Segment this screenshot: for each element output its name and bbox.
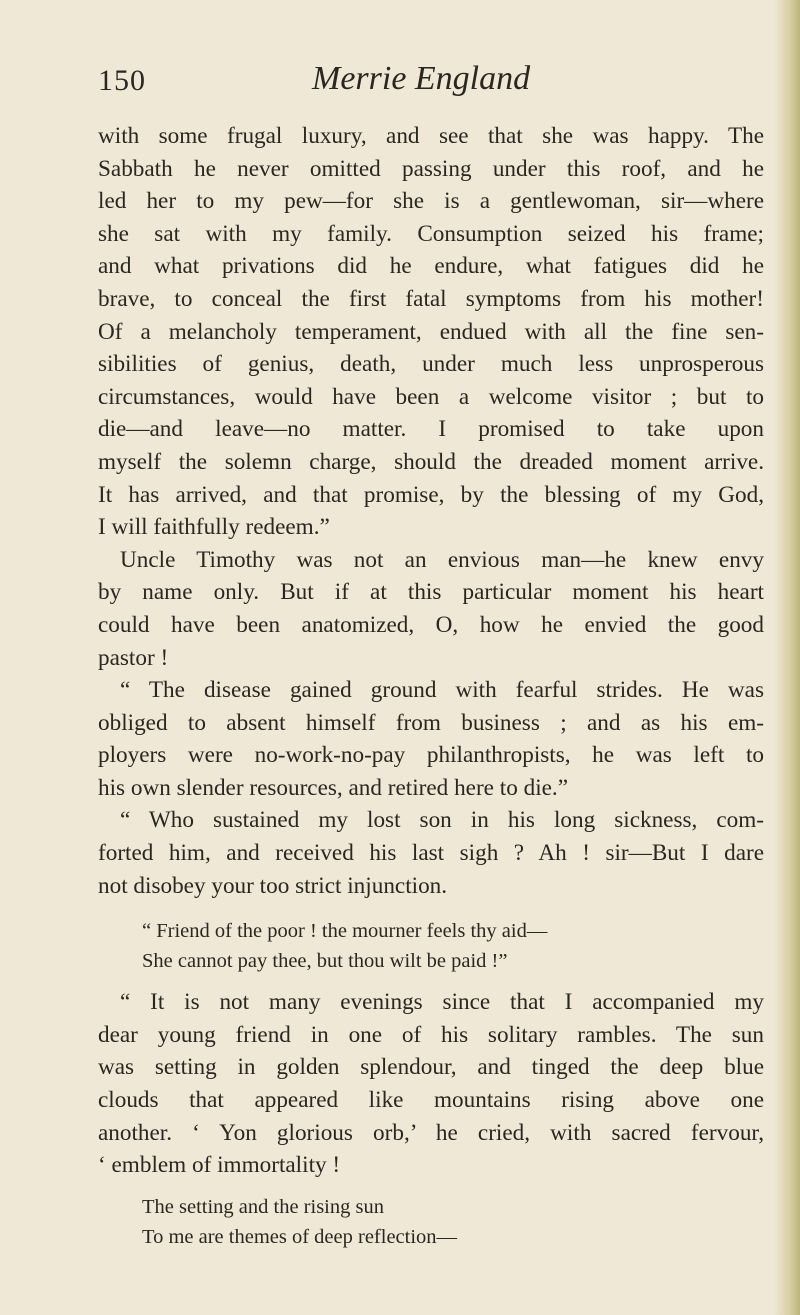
verse-line: The setting and the rising sun	[142, 1195, 384, 1218]
running-title: Merrie England	[312, 60, 531, 97]
text-line: pastor !	[98, 644, 169, 671]
verse-spacer	[98, 976, 764, 986]
text-line: Uncle Timothy was not an envious man—he knew envy	[120, 546, 764, 573]
text-line: ‘ emblem of immortality !	[98, 1152, 341, 1179]
text-line: I will faithfully redeem.”	[98, 514, 330, 541]
text-line: die—and leave—no matter. I promised to take upon	[98, 416, 764, 443]
text-line: circumstances, would have been a welcome visitor ; but to	[98, 383, 764, 410]
verse-spacer	[98, 902, 764, 916]
running-head	[98, 60, 758, 104]
text-line: Sabbath he never omitted passing under this roof, and he	[98, 155, 764, 182]
text-line: dear young friend in one of his solitary rambles. The sun	[98, 1021, 764, 1048]
text-line: obliged to absent himself from business ; and as his em-	[98, 709, 764, 736]
text-line: she sat with my family. Consumption seized his frame;	[98, 220, 764, 247]
text-line: clouds that appeared like mountains rising above one	[98, 1087, 764, 1114]
text-line: could have been anatomized, O, how he envied the good	[98, 611, 764, 638]
verse-line: She cannot pay thee, but thou wilt be paid !”	[142, 950, 508, 973]
page-number: 150	[98, 64, 146, 97]
verse-line: “ Friend of the poor ! the mourner feels thy aid—	[142, 920, 548, 943]
text-line: brave, to conceal the first fatal symptoms from his mother!	[98, 285, 764, 312]
page-edge-shading	[774, 0, 800, 1315]
text-line: was setting in golden splendour, and tinged the deep blue	[98, 1054, 764, 1081]
verse-spacer	[98, 1182, 764, 1192]
text-line: “ Who sustained my lost son in his long sickness, com-	[120, 807, 764, 834]
body-text	[98, 120, 764, 1252]
verse-line: To me are themes of deep reflection—	[142, 1225, 458, 1248]
text-line: another. ‘ Yon glorious orb,’ he cried, with sacred fervour,	[98, 1119, 764, 1146]
text-line: not disobey your too strict injunction.	[98, 872, 448, 899]
text-line: “ The disease gained ground with fearful strides. He was	[120, 677, 764, 704]
text-line: and what privations did he endure, what fatigues did he	[98, 253, 764, 280]
text-line: sibilities of genius, death, under much less unprosperous	[98, 351, 764, 378]
text-line: Of a melancholy temperament, endued with all the fine sen-	[98, 318, 764, 345]
text-line: “ It is not many evenings since that I accompanied my	[120, 989, 764, 1016]
text-line: It has arrived, and that promise, by the blessing of my God,	[98, 481, 764, 508]
text-line: myself the solemn charge, should the dreaded moment arrive.	[98, 448, 764, 475]
text-line: his own slender resources, and retired here to die.”	[98, 774, 569, 801]
text-line: with some frugal luxury, and see that she was happy. The	[98, 123, 764, 149]
text-line: led her to my pew—for she is a gentlewoman, sir—where	[98, 188, 764, 215]
text-line: by name only. But if at this particular moment his heart	[98, 579, 764, 606]
text-line: forted him, and received his last sigh ? Ah ! sir—But I dare	[98, 840, 764, 867]
text-line: ployers were no-work-no-pay philanthropists, he was left to	[98, 742, 764, 769]
